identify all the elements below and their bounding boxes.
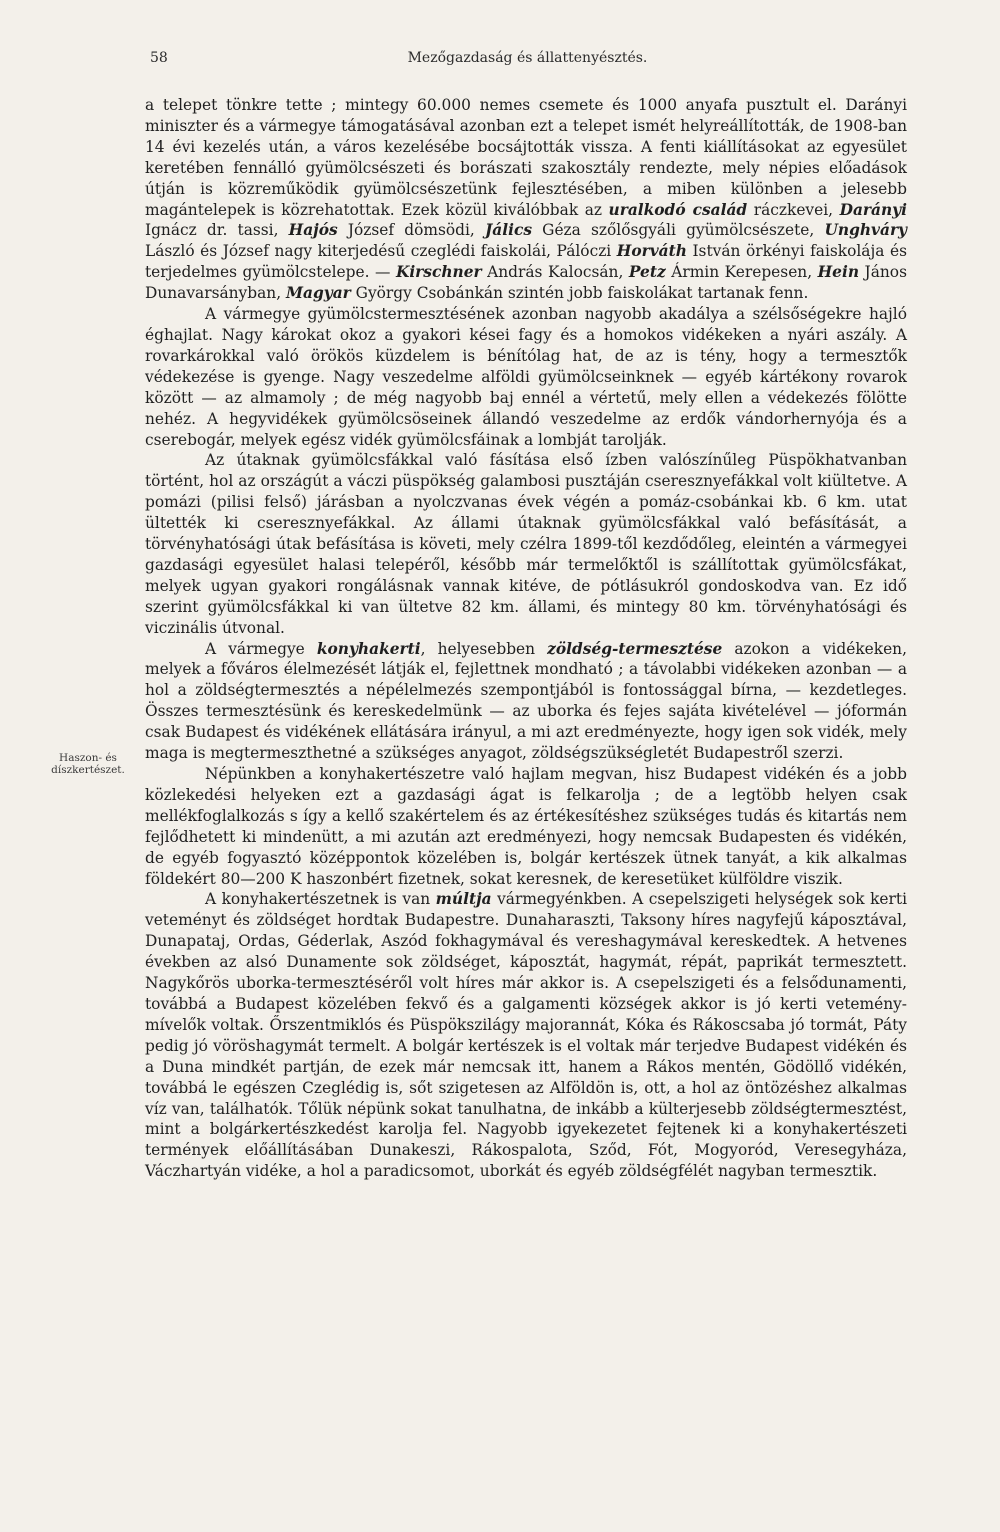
paragraph: [145, 764, 907, 889]
emphasized-name: Hajós: [288, 221, 338, 240]
text-run: István örkényi faiskolája és terjedelmes gyümölcstelepe. —: [145, 242, 907, 282]
text-run: Népünkben a konyhakertészetre való hajlam megvan, hisz Budapest vidékén és a jobb közlekedési helyeken ezt a gazdasági ágat is felkarolja ; de a legtöbb helyen csak mellékfoglalkozás s így a kellő szakértelem és az értékesítéshez szükséges tudás és kitartás nem fejlődhetett ki mindenütt, a mi azután azt eredményezi, hogy nemcsak Budapesten és vidékén, de egyéb fogyasztó középpontok közelében is, bolgár kertészek ütnek tanyát, a kik alkalmas földekért 80—200 K haszonbért fizetnek, sokat keresnek, de keresetüket külföldre viszik.: [145, 765, 907, 888]
paragraph: [145, 95, 907, 304]
page-header: [150, 50, 905, 74]
text-run: Az útaknak gyümölcsfákkal való fásítása első ízben valószínűleg Püspökhatvanban történt, hol az országút a váczi püspökség galambosi pusztáján cseresznyefákkal volt kiültetve. A pomázi (pilisi felső) járásban a nyolczvanas évek végén a pomáz-csobánkai kb. 6 km. utat ültették ki cseresznyefákkal. Az állami útaknak gyümölcsfákkal való befásítását, a törvényhatósági útak befásítása is követi, mely czélra 1899-től kezdődőleg, eleintén a vármegyei gazdasági egyesület halasi telepéről, később már termelőktől is szállítottak gyümölcsfákat, melyek ugyan gyakori rongálásnak vannak kitéve, de pótlásukról gondoskodva van. Ez idő szerint gyümölcsfákkal ki van ültetve 82 km. állami, és mintegy 80 km. törvényhatósági és viczinális útvonal.: [145, 451, 907, 637]
emphasized-name: Jálics: [485, 221, 532, 240]
running-title: Mezőgazdaság és állattenyésztés.: [407, 50, 648, 66]
page-number: 58: [150, 50, 168, 66]
emphasized-name: Hein: [817, 263, 860, 282]
text-run: Ármin Kerepesen,: [665, 263, 818, 282]
text-run: János Dunavarsányban,: [145, 263, 907, 303]
emphasized-name: Magyar: [285, 284, 351, 303]
emphasized-name: Unghváry: [824, 221, 907, 240]
text-run: vármegyénkben. A csepelszigeti helységek sok kerti veteményt és zöldséget hordtak Budapestre. Dunaharaszti, Taksony híres nagyfejű káposztával, Dunapataj, Ordas, Géderlak, Aszód fokhagymával és vereshagymával kereskedtek. A hetvenes években az alsó Dunamente sok zöldséget, káposztát, hagymát, répát, paprikát termesztett. Nagykőrös uborka-termesztéséről volt híres már akkor is. A csepelszigeti és a felsődunamenti, továbbá a Budapest közelében fekvő és a galgamenti községek akkor is jó kerti vetemény-mívelők voltak. Őrszentmiklós és Püspökszilágy majorannát, Kóka és Rákoscsaba jó tormát, Páty pedig jó vöröshagymát termelt. A bolgár kertészek is el voltak már terjedve Budapest vidékén és a Duna mindkét partján, de ezek már nemcsak itt, hanem a Rákos mentén, Gödöllő vidékén, továbbá le egészen Czeglédig is, sőt szigetesen az Alföldön is, ott, a hol az öntözéshez alkalmas víz van, találhatók. Tőlük népünk sokat tanulhatna, de inkább a külterjesebb zöldségtermesztést, mint a bolgárkertészkedést karolja fel. Nagyobb igyekezetet fejtenek ki a konyhakertészeti termények előállításában Dunakeszi, Rákospalota, Sződ, Fót, Mogyoród, Veresegyháza, Váczhartyán vidéke, a hol a paradicsomot, uborkát és egyéb zöldségfélét nagyban termesztik.: [145, 890, 907, 1181]
emphasized-name: Darányi: [839, 200, 907, 219]
emphasized-name: múltja: [435, 890, 492, 909]
text-run: a telepet tönkre tette ; mintegy 60.000 nemes csemete és 1000 anyafa pusztult el. Darányi miniszter és a vármegye támogatásával azonban ezt a telepet ismét helyreállították, de 1908-ban 14 évi kezelés után, a város kezelésébe bocsájtották vissza. A fenti kiállításokat az egyesület keretében fennálló gyümölcsészeti és borászati szakosztály rendezte, mely népies előadások útján is közreműködik gyümölcsészetünk fejlesztésében, a miben különben a jelesebb magántelepek is közrehatottak. Ezek közül kiválóbbak az: [145, 96, 907, 219]
emphasized-name: Kirschner: [395, 263, 482, 282]
emphasized-name: konyhakerti: [316, 639, 421, 658]
paragraph: [145, 639, 907, 764]
text-run: József dömsödi,: [337, 221, 485, 240]
paragraph: [145, 304, 907, 450]
text-run: A vármegye gyümölcstermesztésének azonban nagyobb akadálya a szélsőségekre hajló éghajlat. Nagy károkat okoz a gyakori kései fagy és a homokos vidékeken a nyári aszály. A rovarkárokkal való örökös küzdelem is bénítólag hat, de az is tény, hogy a termesztők védekezése is gyenge. Nagy veszedelme alföldi gyümölcseinknek — egyéb kártékony rovarok között — az almamoly ; de még nagyobb baj ennél a vértetű, mely ellen a védekezés fölötte nehéz. A hegyvidékek gyümölcsöseinek állandó veszedelme az erdők vándorhernyója és a cserebogár, melyek egész vidék gyümölcsfáinak a lombját tarolják.: [145, 305, 907, 449]
text-run: Ignácz dr. tassi,: [145, 221, 289, 240]
text-run: András Kalocsán,: [481, 263, 629, 282]
text-run: A konyhakertészetnek is van: [205, 890, 436, 909]
text-run: László és József nagy kiterjedésű czeglédi faiskolái, Pálóczi: [145, 242, 617, 261]
emphasized-name: Horváth: [616, 242, 687, 261]
body-text: [145, 95, 907, 1182]
margin-note: Haszon- és díszkertészet.: [51, 752, 125, 776]
text-run: azokon a vidékeken, melyek a főváros élelmezését látják el, fejlettnek mondható ; a távolabbi vidékeken azonban — a hol a zöldségtermesztés a népélelmezés szempontjából is fontossággal bírna, — kezdetleges. Összes termesztésünk és kereskedelmünk — az uborka és fejes sajáta kivételével — jóformán csak Budapest és vidékének ellátására irányul, a mi azt eredményezte, hogy igen sok vidék, mely maga is megtermeszthetné a szükséges anyagot, zöldségszükségletét Budapestről szerzi.: [145, 639, 907, 763]
emphasized-name: Petz: [628, 263, 666, 282]
emphasized-name: uralkodó család: [608, 200, 748, 219]
paragraph: [145, 889, 907, 1182]
text-run: A vármegye: [205, 639, 317, 658]
text-run: , helyesebben: [420, 639, 548, 658]
paragraph: [145, 450, 907, 638]
emphasized-name: zöldség-termesztése: [547, 639, 723, 658]
text-run: Géza szőlősgyáli gyümölcsészete,: [531, 221, 825, 240]
text-run: György Csobánkán szintén jobb faiskolákat tartanak fenn.: [350, 284, 809, 303]
text-run: ráczkevei,: [747, 200, 840, 219]
